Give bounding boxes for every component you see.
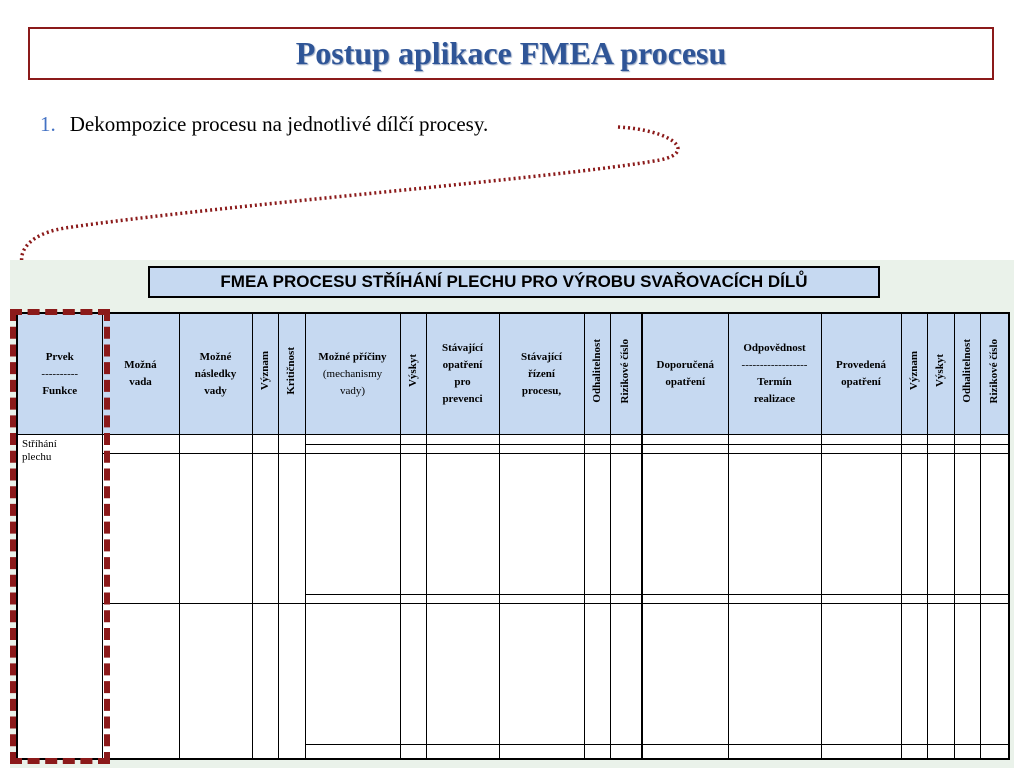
cell[interactable] <box>642 435 728 445</box>
cell[interactable] <box>400 444 426 454</box>
cell[interactable] <box>610 435 642 445</box>
cell[interactable] <box>584 594 610 604</box>
cell[interactable] <box>499 454 584 594</box>
cell[interactable] <box>728 604 821 744</box>
cell[interactable] <box>278 435 305 454</box>
cell[interactable] <box>584 444 610 454</box>
cell[interactable] <box>927 435 954 445</box>
cell[interactable] <box>499 594 584 604</box>
cell[interactable] <box>980 744 1009 759</box>
bullet-number: 1. <box>40 112 56 136</box>
cell[interactable] <box>610 744 642 759</box>
cell[interactable] <box>426 454 499 594</box>
cell[interactable] <box>278 454 305 604</box>
cell[interactable] <box>102 454 179 604</box>
cell[interactable] <box>821 604 901 744</box>
cell[interactable] <box>499 744 584 759</box>
header-prvek-funkce: Prvek ---------- Funkce <box>17 313 102 435</box>
cell[interactable] <box>901 444 927 454</box>
cell[interactable] <box>927 454 954 594</box>
cell[interactable] <box>728 454 821 594</box>
fmea-table <box>16 312 1010 760</box>
cell[interactable] <box>728 444 821 454</box>
cell[interactable] <box>954 435 980 445</box>
header-rizikove-cislo: Rizikové číslo <box>610 313 642 435</box>
cell[interactable] <box>901 604 927 744</box>
cell[interactable] <box>901 435 927 445</box>
cell[interactable] <box>954 444 980 454</box>
cell[interactable] <box>499 604 584 744</box>
cell[interactable] <box>821 435 901 445</box>
cell[interactable] <box>927 604 954 744</box>
cell[interactable] <box>980 594 1009 604</box>
cell[interactable] <box>927 594 954 604</box>
cell[interactable] <box>584 744 610 759</box>
header-odhalitelnost: Odhalitelnost <box>584 313 610 435</box>
cell[interactable] <box>179 604 252 759</box>
table-row <box>17 454 1009 594</box>
cell[interactable] <box>610 454 642 594</box>
cell[interactable] <box>426 594 499 604</box>
cell[interactable] <box>927 444 954 454</box>
cell[interactable] <box>252 454 278 604</box>
header-row <box>17 313 1009 435</box>
cell[interactable] <box>252 604 278 759</box>
cell[interactable] <box>305 604 400 744</box>
cell[interactable] <box>305 435 400 445</box>
cell[interactable] <box>980 454 1009 594</box>
cell[interactable] <box>426 744 499 759</box>
cell[interactable] <box>499 444 584 454</box>
cell[interactable] <box>400 435 426 445</box>
header-mozne-priciny: Možné příčiny (mechanismy vady) <box>305 313 400 435</box>
cell[interactable] <box>102 604 179 759</box>
cell[interactable] <box>980 435 1009 445</box>
header-odhalitelnost-2: Odhalitelnost <box>954 313 980 435</box>
cell[interactable] <box>901 454 927 594</box>
header-mozne-nasledky: Možné následky vady <box>179 313 252 435</box>
header-stavajici-opatreni: Stávající opatření pro prevenci <box>426 313 499 435</box>
cell[interactable] <box>305 744 400 759</box>
cell[interactable] <box>927 744 954 759</box>
cell[interactable] <box>821 594 901 604</box>
cell[interactable] <box>426 444 499 454</box>
cell[interactable] <box>954 454 980 594</box>
cell[interactable] <box>821 444 901 454</box>
header-stavajici-rizeni: Stávající řízení procesu, <box>499 313 584 435</box>
cell[interactable] <box>954 594 980 604</box>
cell[interactable] <box>728 744 821 759</box>
table-row <box>17 435 1009 445</box>
cell[interactable] <box>954 604 980 744</box>
header-rizikove-cislo-2: Rizikové číslo <box>980 313 1009 435</box>
table-row <box>17 604 1009 744</box>
cell[interactable] <box>642 454 728 594</box>
bullet-item <box>40 112 488 137</box>
cell[interactable] <box>642 604 728 744</box>
header-vyskyt-2: Výskyt <box>927 313 954 435</box>
header-doporucena-opatreni: Doporučená opatření <box>642 313 728 435</box>
header-mozna-vada: Možná vada <box>102 313 179 435</box>
header-provedena-opatreni: Provedená opatření <box>821 313 901 435</box>
cell[interactable] <box>305 444 400 454</box>
header-vyznam-2: Význam <box>901 313 927 435</box>
cell[interactable] <box>584 454 610 594</box>
cell[interactable] <box>278 604 305 759</box>
cell[interactable] <box>728 435 821 445</box>
cell[interactable] <box>252 435 278 454</box>
cell[interactable] <box>821 454 901 594</box>
cell[interactable] <box>821 744 901 759</box>
cell[interactable] <box>102 435 179 454</box>
cell[interactable] <box>179 454 252 604</box>
cell[interactable] <box>642 594 728 604</box>
cell[interactable] <box>179 435 252 454</box>
cell[interactable] <box>426 604 499 744</box>
header-vyznam: Význam <box>252 313 278 435</box>
cell[interactable] <box>426 435 499 445</box>
cell[interactable] <box>584 604 610 744</box>
cell[interactable] <box>980 444 1009 454</box>
cell[interactable] <box>400 604 426 744</box>
cell[interactable] <box>400 594 426 604</box>
cell[interactable] <box>980 604 1009 744</box>
header-odpovednost-termin: Odpovědnost ------------------ Termín realizace <box>728 313 821 435</box>
slide-title: Postup aplikace FMEA procesu <box>295 35 727 71</box>
cell[interactable] <box>642 444 728 454</box>
cell[interactable] <box>901 594 927 604</box>
slide-title-box <box>28 27 994 80</box>
cell[interactable] <box>610 594 642 604</box>
bullet-text: Dekompozice procesu na jednotlivé dílčí procesy. <box>69 112 489 136</box>
cell[interactable] <box>610 604 642 744</box>
cell[interactable] <box>901 744 927 759</box>
cell[interactable] <box>642 744 728 759</box>
fmea-sheet-title: FMEA PROCESU STŘÍHÁNÍ PLECHU PRO VÝROBU SVAŘOVACÍCH DÍLŮ <box>148 266 880 298</box>
cell[interactable] <box>305 594 400 604</box>
cell[interactable] <box>954 744 980 759</box>
cell[interactable] <box>610 444 642 454</box>
cell[interactable] <box>584 435 610 445</box>
cell[interactable] <box>499 435 584 445</box>
cell[interactable] <box>400 744 426 759</box>
header-kriticnost: Kritičnost <box>278 313 305 435</box>
cell[interactable] <box>728 594 821 604</box>
cell[interactable] <box>400 454 426 594</box>
element-cell[interactable]: Stříhání plechu <box>17 435 102 760</box>
header-vyskyt: Výskyt <box>400 313 426 435</box>
cell[interactable] <box>305 454 400 594</box>
